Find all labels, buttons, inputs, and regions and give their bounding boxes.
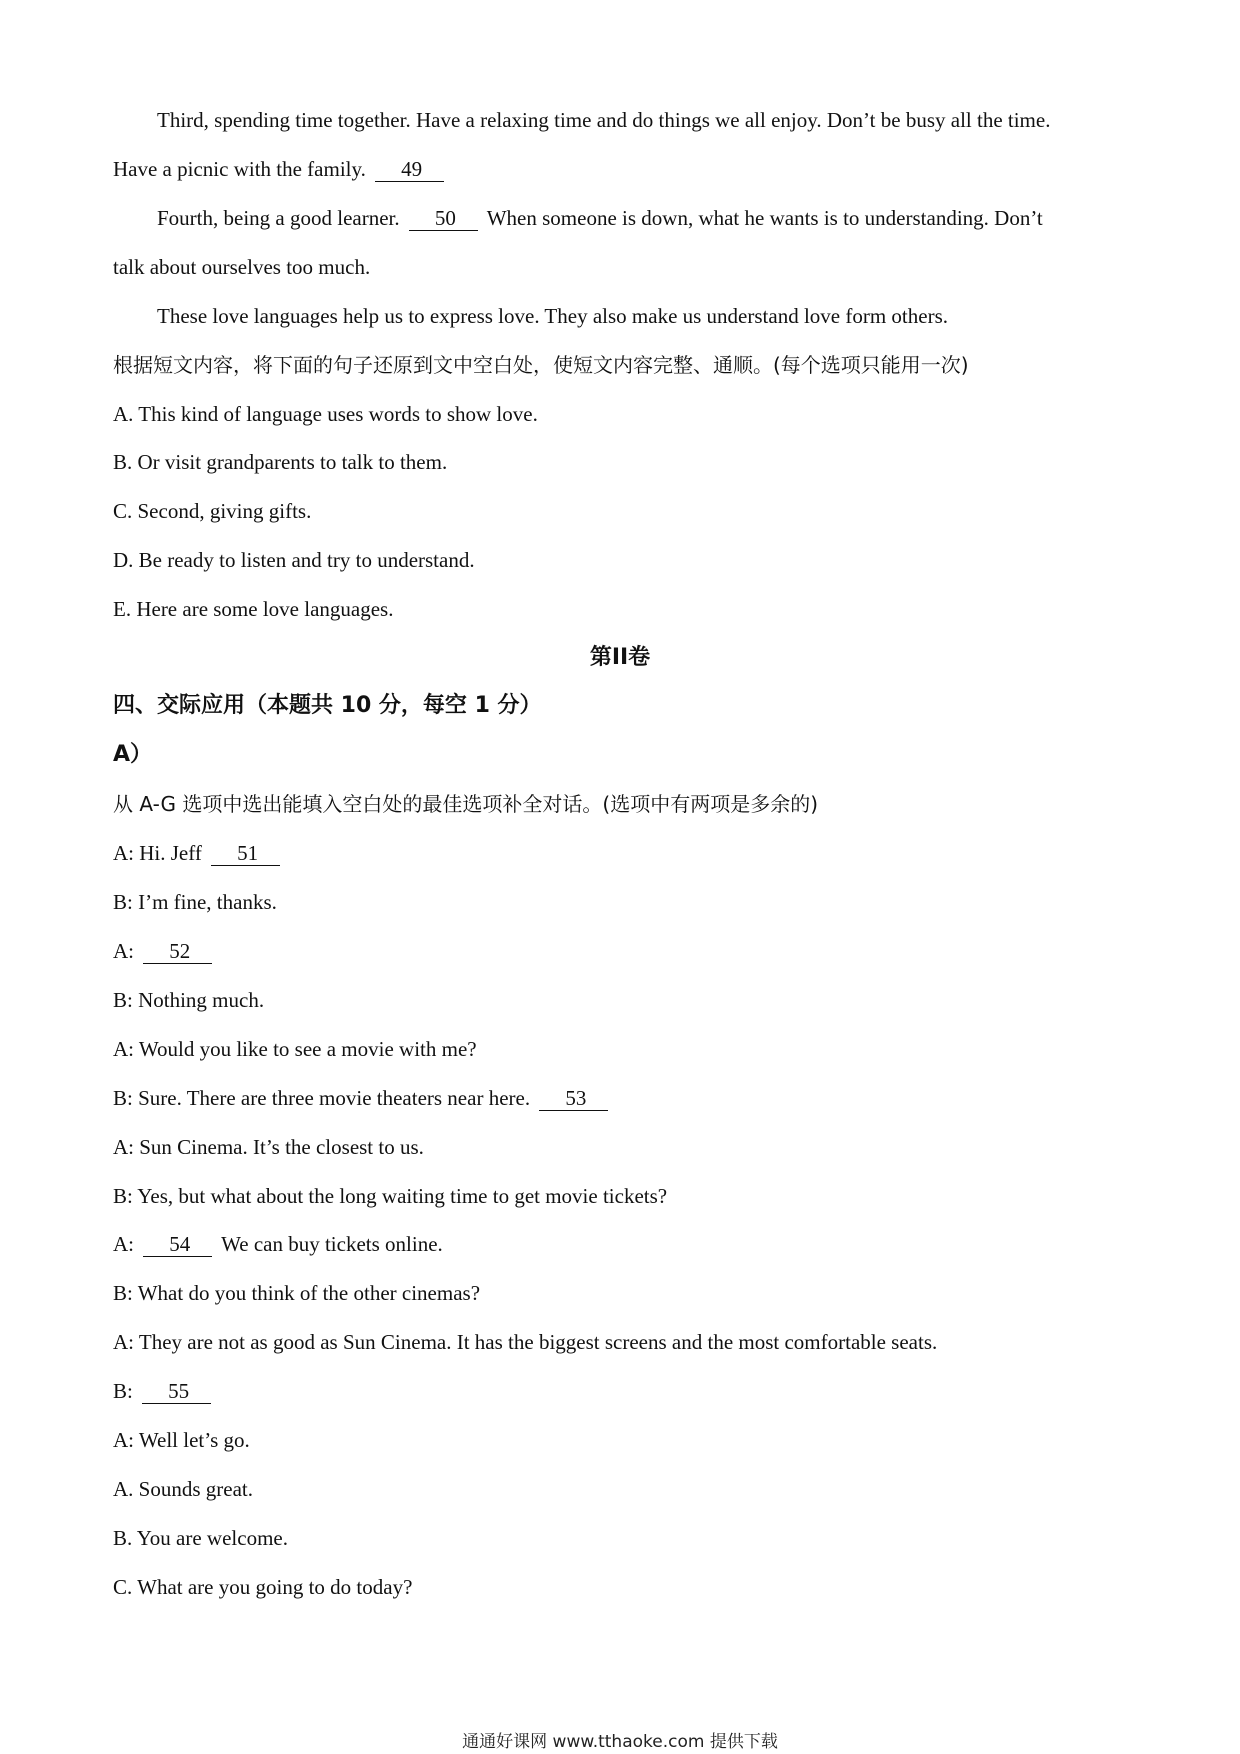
dialogue-line: B: Nothing much.	[113, 988, 265, 1012]
dialogue-text: A: Hi. Jeff	[113, 841, 202, 865]
blank-50: 50	[409, 206, 478, 231]
dialogue-option-b: B. You are welcome.	[113, 1526, 288, 1550]
dialogue-line-53	[113, 1084, 612, 1112]
dialogue-option-a: A. Sounds great.	[113, 1477, 253, 1501]
passage-fourth-line-1	[157, 204, 1043, 232]
passage-third-text: Have a picnic with the family.	[113, 157, 366, 181]
passage-conclusion: These love languages help us to express love. They also make us understand love form others.	[157, 304, 948, 328]
dialogue-line: A: They are not as good as Sun Cinema. It has the biggest screens and the most comfortable seats.	[113, 1330, 938, 1354]
blank-53: 53	[539, 1086, 608, 1111]
blank-52: 52	[143, 939, 212, 964]
passage-third-line-2	[113, 155, 448, 183]
dialogue-text: B: Sure. There are three movie theaters near here.	[113, 1086, 531, 1110]
dialogue-text: A:	[113, 939, 134, 963]
option-b: B. Or visit grandparents to talk to them.	[113, 450, 448, 474]
passage-fourth-text-2: When someone is down, what he wants is to understanding. Don’t	[486, 206, 1043, 230]
dialogue-line: A: Well let’s go.	[113, 1428, 250, 1452]
blank-51: 51	[211, 841, 280, 866]
dialogue-line-52	[113, 937, 216, 965]
dialogue-option-c: C. What are you going to do today?	[113, 1575, 413, 1599]
option-d: D. Be ready to listen and try to understand.	[113, 548, 475, 572]
section-title: 四、交际应用（本题共 10 分，每空 1 分）	[113, 693, 542, 718]
passage-fourth-text: Fourth, being a good learner.	[157, 206, 400, 230]
dialogue-line: B: What do you think of the other cinemas?	[113, 1281, 481, 1305]
dialogue-line-51	[113, 839, 284, 867]
option-c: C. Second, giving gifts.	[113, 499, 312, 523]
option-a: A. This kind of language uses words to show love.	[113, 402, 538, 426]
passage-fourth-line-2: talk about ourselves too much.	[113, 255, 371, 279]
passage-third-line-1: Third, spending time together. Have a relaxing time and do things we all enjoy. Don’t be busy all the time.	[157, 108, 1051, 132]
blank-49: 49	[375, 157, 444, 182]
dialogue-line: A: Sun Cinema. It’s the closest to us.	[113, 1135, 424, 1159]
dialogue-text: We can buy tickets online.	[221, 1232, 443, 1256]
dialogue-line: B: Yes, but what about the long waiting time to get movie tickets?	[113, 1184, 668, 1208]
dialogue-line: B: I’m fine, thanks.	[113, 890, 277, 914]
option-e: E. Here are some love languages.	[113, 597, 394, 621]
blank-55: 55	[142, 1379, 211, 1404]
subsection-label: A）	[113, 742, 153, 767]
page-footer: 通通好课网 www.tthaoke.com 提供下载	[462, 1732, 778, 1752]
dialogue-line-54	[113, 1230, 443, 1258]
volume-title: 第II卷	[589, 645, 651, 670]
instruction-dialogue: 从 A-G 选项中选出能填入空白处的最佳选项补全对话。(选项中有两项是多余的)	[113, 792, 819, 816]
dialogue-line: A: Would you like to see a movie with me?	[113, 1037, 477, 1061]
blank-54: 54	[143, 1232, 212, 1257]
dialogue-line-55	[113, 1377, 215, 1405]
dialogue-text: B:	[113, 1379, 133, 1403]
instruction-reading: 根据短文内容，将下面的句子还原到文中空白处，使短文内容完整、通顺。(每个选项只能用一次)	[113, 353, 969, 377]
dialogue-text: A:	[113, 1232, 134, 1256]
